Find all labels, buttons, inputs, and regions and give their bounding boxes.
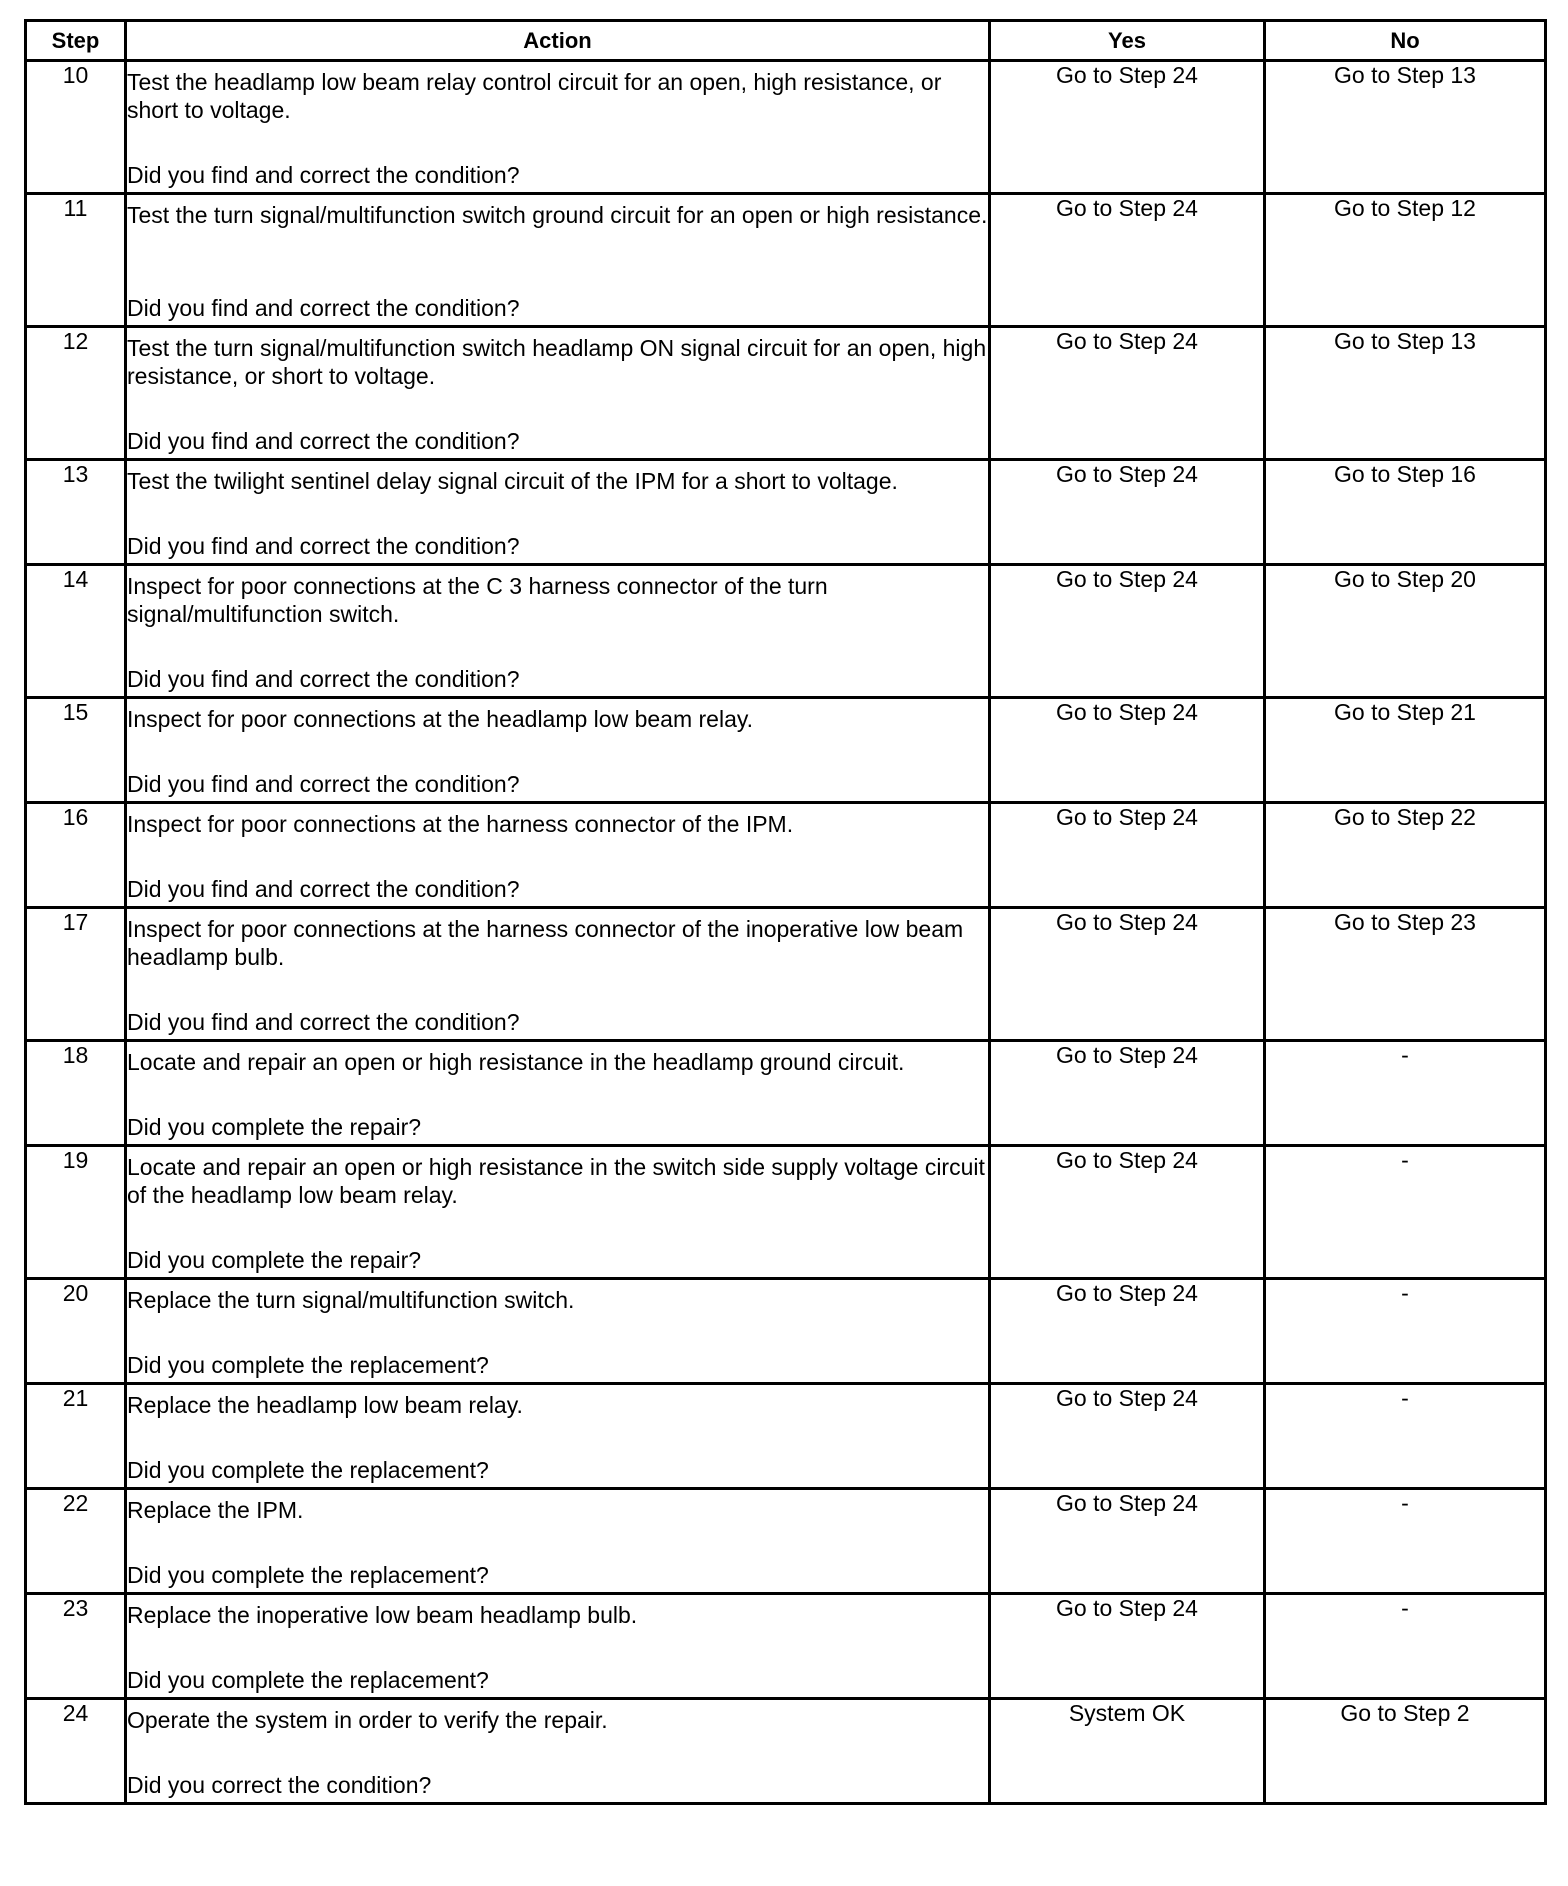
action-question: Did you complete the repair? (127, 1247, 422, 1273)
step-number: 21 (26, 1384, 126, 1489)
header-yes: Yes (990, 21, 1265, 61)
action-question: Did you correct the condition? (127, 1772, 432, 1798)
action-instruction: Test the headlamp low beam relay control circuit for an open, high resistance, or short to voltage. (127, 69, 942, 123)
action-cell (126, 565, 990, 698)
table-row (26, 1489, 1546, 1594)
no-result: Go to Step 2 (1265, 1699, 1546, 1804)
action-cell (126, 1041, 990, 1146)
action-question: Did you complete the repair? (127, 1114, 422, 1140)
no-result: Go to Step 13 (1265, 327, 1546, 460)
action-question: Did you find and correct the condition? (127, 771, 520, 797)
yes-result: Go to Step 24 (990, 1384, 1265, 1489)
action-instruction: Operate the system in order to verify the repair. (127, 1707, 608, 1733)
action-instruction: Replace the headlamp low beam relay. (127, 1392, 523, 1418)
action-instruction: Inspect for poor connections at the harness connector of the inoperative low beam headlamp bulb. (127, 916, 964, 970)
action-cell (126, 698, 990, 803)
table-row (26, 61, 1546, 194)
action-question: Did you find and correct the condition? (127, 1009, 520, 1035)
step-number: 19 (26, 1146, 126, 1279)
action-question: Did you complete the replacement? (127, 1667, 489, 1693)
action-question: Did you find and correct the condition? (127, 295, 520, 321)
no-result: - (1265, 1146, 1546, 1279)
step-number: 16 (26, 803, 126, 908)
yes-result: Go to Step 24 (990, 194, 1265, 327)
action-cell (126, 908, 990, 1041)
action-question: Did you find and correct the condition? (127, 428, 520, 454)
no-result: - (1265, 1279, 1546, 1384)
no-result: - (1265, 1041, 1546, 1146)
action-cell (126, 1146, 990, 1279)
header-row (26, 21, 1546, 61)
no-result: Go to Step 23 (1265, 908, 1546, 1041)
action-cell (126, 327, 990, 460)
yes-result: Go to Step 24 (990, 1041, 1265, 1146)
table-row (26, 1594, 1546, 1699)
no-result: Go to Step 13 (1265, 61, 1546, 194)
action-cell (126, 1489, 990, 1594)
action-question: Did you complete the replacement? (127, 1562, 489, 1588)
table-row (26, 460, 1546, 565)
step-number: 22 (26, 1489, 126, 1594)
action-instruction: Inspect for poor connections at the headlamp low beam relay. (127, 706, 754, 732)
no-result: Go to Step 22 (1265, 803, 1546, 908)
yes-result: Go to Step 24 (990, 1279, 1265, 1384)
no-result: Go to Step 12 (1265, 194, 1546, 327)
action-question: Did you complete the replacement? (127, 1352, 489, 1378)
action-instruction: Replace the turn signal/multifunction switch. (127, 1287, 575, 1313)
yes-result: Go to Step 24 (990, 908, 1265, 1041)
action-question: Did you find and correct the condition? (127, 162, 520, 188)
action-cell (126, 1594, 990, 1699)
table-row (26, 698, 1546, 803)
yes-result: Go to Step 24 (990, 1146, 1265, 1279)
action-instruction: Test the turn signal/multifunction switch headlamp ON signal circuit for an open, high resistance, or short to voltage. (127, 335, 987, 389)
action-cell (126, 460, 990, 565)
table-row (26, 908, 1546, 1041)
yes-result: Go to Step 24 (990, 565, 1265, 698)
no-result: Go to Step 21 (1265, 698, 1546, 803)
table-row (26, 803, 1546, 908)
action-cell (126, 1384, 990, 1489)
action-cell (126, 1279, 990, 1384)
step-number: 23 (26, 1594, 126, 1699)
yes-result: Go to Step 24 (990, 1489, 1265, 1594)
table-row (26, 1041, 1546, 1146)
action-cell (126, 1699, 990, 1804)
action-question: Did you find and correct the condition? (127, 876, 520, 902)
no-result: - (1265, 1594, 1546, 1699)
yes-result: Go to Step 24 (990, 460, 1265, 565)
header-action: Action (126, 21, 990, 61)
action-question: Did you find and correct the condition? (127, 666, 520, 692)
header-step: Step (26, 21, 126, 61)
action-instruction: Replace the IPM. (127, 1497, 304, 1523)
action-cell (126, 61, 990, 194)
action-instruction: Test the turn signal/multifunction switch ground circuit for an open or high resistance. (127, 202, 988, 228)
action-instruction: Replace the inoperative low beam headlamp bulb. (127, 1602, 638, 1628)
action-cell (126, 194, 990, 327)
action-instruction: Inspect for poor connections at the C 3 harness connector of the turn signal/multifunction switch. (127, 573, 828, 627)
table-row (26, 327, 1546, 460)
step-number: 18 (26, 1041, 126, 1146)
yes-result: Go to Step 24 (990, 327, 1265, 460)
action-instruction: Locate and repair an open or high resistance in the headlamp ground circuit. (127, 1049, 905, 1075)
action-instruction: Inspect for poor connections at the harness connector of the IPM. (127, 811, 794, 837)
no-result: Go to Step 16 (1265, 460, 1546, 565)
step-number: 24 (26, 1699, 126, 1804)
step-number: 12 (26, 327, 126, 460)
step-number: 13 (26, 460, 126, 565)
action-question: Did you complete the replacement? (127, 1457, 489, 1483)
step-number: 20 (26, 1279, 126, 1384)
action-instruction: Test the twilight sentinel delay signal circuit of the IPM for a short to voltage. (127, 468, 898, 494)
step-number: 11 (26, 194, 126, 327)
table-row (26, 1384, 1546, 1489)
yes-result: Go to Step 24 (990, 1594, 1265, 1699)
action-question: Did you find and correct the condition? (127, 533, 520, 559)
no-result: - (1265, 1384, 1546, 1489)
yes-result: Go to Step 24 (990, 803, 1265, 908)
no-result: - (1265, 1489, 1546, 1594)
step-number: 17 (26, 908, 126, 1041)
yes-result: System OK (990, 1699, 1265, 1804)
table-row (26, 1279, 1546, 1384)
table-row (26, 194, 1546, 327)
step-number: 14 (26, 565, 126, 698)
diagnostic-table (24, 19, 1547, 1805)
no-result: Go to Step 20 (1265, 565, 1546, 698)
table-row (26, 1146, 1546, 1279)
step-number: 10 (26, 61, 126, 194)
table-row (26, 1699, 1546, 1804)
yes-result: Go to Step 24 (990, 61, 1265, 194)
table-row (26, 565, 1546, 698)
action-cell (126, 803, 990, 908)
step-number: 15 (26, 698, 126, 803)
header-no: No (1265, 21, 1546, 61)
action-instruction: Locate and repair an open or high resistance in the switch side supply voltage circuit of the headlamp low beam relay. (127, 1154, 985, 1208)
yes-result: Go to Step 24 (990, 698, 1265, 803)
